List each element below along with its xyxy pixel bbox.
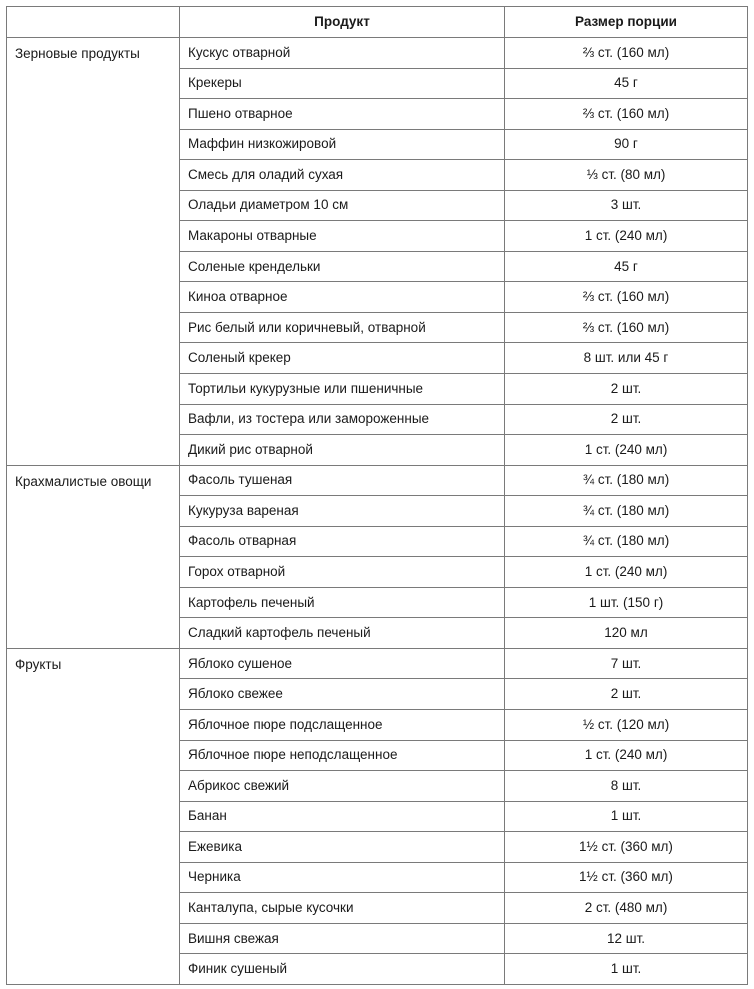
- product-cell: Картофель печеный: [180, 587, 505, 618]
- table-row: [7, 648, 748, 679]
- portion-cell: 90 г: [505, 129, 748, 160]
- portion-cell: 1½ ст. (360 мл): [505, 832, 748, 863]
- product-cell: Пшено отварное: [180, 99, 505, 130]
- product-cell: Соленый крекер: [180, 343, 505, 374]
- portion-cell: 3 шт.: [505, 190, 748, 221]
- product-cell: Ежевика: [180, 832, 505, 863]
- product-cell: Фасоль тушеная: [180, 465, 505, 496]
- product-cell: Крекеры: [180, 68, 505, 99]
- portion-cell: 45 г: [505, 68, 748, 99]
- product-cell: Кукуруза вареная: [180, 496, 505, 527]
- product-cell: Горох отварной: [180, 557, 505, 588]
- table-row: [7, 38, 748, 69]
- portion-cell: 1 ст. (240 мл): [505, 221, 748, 252]
- product-cell: Канталупа, сырые кусочки: [180, 893, 505, 924]
- product-cell: Дикий рис отварной: [180, 435, 505, 466]
- product-cell: Яблоко свежее: [180, 679, 505, 710]
- product-cell: Банан: [180, 801, 505, 832]
- portion-cell: ⅔ ст. (160 мл): [505, 312, 748, 343]
- category-cell: Зерновые продукты: [7, 38, 180, 466]
- product-cell: Соленые крендельки: [180, 251, 505, 282]
- category-cell: Фрукты: [7, 648, 180, 984]
- table-body: [7, 38, 748, 985]
- product-cell: Рис белый или коричневый, отварной: [180, 312, 505, 343]
- portion-cell: 1 ст. (240 мл): [505, 740, 748, 771]
- portion-cell: 1 шт.: [505, 801, 748, 832]
- portion-cell: 8 шт. или 45 г: [505, 343, 748, 374]
- portion-cell: 1 шт.: [505, 954, 748, 985]
- header-row: [7, 7, 748, 38]
- header-product: Продукт: [180, 7, 505, 38]
- product-cell: Смесь для оладий сухая: [180, 160, 505, 191]
- portion-cell: 12 шт.: [505, 923, 748, 954]
- product-cell: Яблочное пюре подслащенное: [180, 710, 505, 741]
- product-cell: Яблоко сушеное: [180, 648, 505, 679]
- product-cell: Маффин низкожировой: [180, 129, 505, 160]
- portion-cell: 8 шт.: [505, 771, 748, 802]
- header-category: [7, 7, 180, 38]
- portion-cell: 1 ст. (240 мл): [505, 557, 748, 588]
- portion-cell: ¾ ст. (180 мл): [505, 496, 748, 527]
- portion-cell: 1 ст. (240 мл): [505, 435, 748, 466]
- portion-cell: ⅔ ст. (160 мл): [505, 38, 748, 69]
- portion-cell: 45 г: [505, 251, 748, 282]
- product-cell: Финик сушеный: [180, 954, 505, 985]
- product-cell: Яблочное пюре неподслащенное: [180, 740, 505, 771]
- category-cell: Крахмалистые овощи: [7, 465, 180, 648]
- product-cell: Кускус отварной: [180, 38, 505, 69]
- product-cell: Сладкий картофель печеный: [180, 618, 505, 649]
- product-cell: Вишня свежая: [180, 923, 505, 954]
- portion-cell: ⅔ ст. (160 мл): [505, 282, 748, 313]
- product-cell: Абрикос свежий: [180, 771, 505, 802]
- portion-cell: 2 шт.: [505, 404, 748, 435]
- product-cell: Киноа отварное: [180, 282, 505, 313]
- portion-cell: 1½ ст. (360 мл): [505, 862, 748, 893]
- portion-cell: 2 шт.: [505, 679, 748, 710]
- portion-cell: 2 ст. (480 мл): [505, 893, 748, 924]
- table-row: [7, 465, 748, 496]
- portion-cell: 1 шт. (150 г): [505, 587, 748, 618]
- portion-cell: 120 мл: [505, 618, 748, 649]
- portion-cell: ⅔ ст. (160 мл): [505, 99, 748, 130]
- product-cell: Вафли, из тостера или замороженные: [180, 404, 505, 435]
- product-cell: Оладьи диаметром 10 см: [180, 190, 505, 221]
- portion-cell: 2 шт.: [505, 374, 748, 405]
- product-cell: Тортильи кукурузные или пшеничные: [180, 374, 505, 405]
- portion-cell: 7 шт.: [505, 648, 748, 679]
- portion-cell: ¾ ст. (180 мл): [505, 465, 748, 496]
- portion-cell: ¾ ст. (180 мл): [505, 526, 748, 557]
- header-portion: Размер порции: [505, 7, 748, 38]
- portion-cell: ½ ст. (120 мл): [505, 710, 748, 741]
- portion-cell: ⅓ ст. (80 мл): [505, 160, 748, 191]
- product-cell: Черника: [180, 862, 505, 893]
- portion-table: [6, 6, 748, 985]
- product-cell: Макароны отварные: [180, 221, 505, 252]
- product-cell: Фасоль отварная: [180, 526, 505, 557]
